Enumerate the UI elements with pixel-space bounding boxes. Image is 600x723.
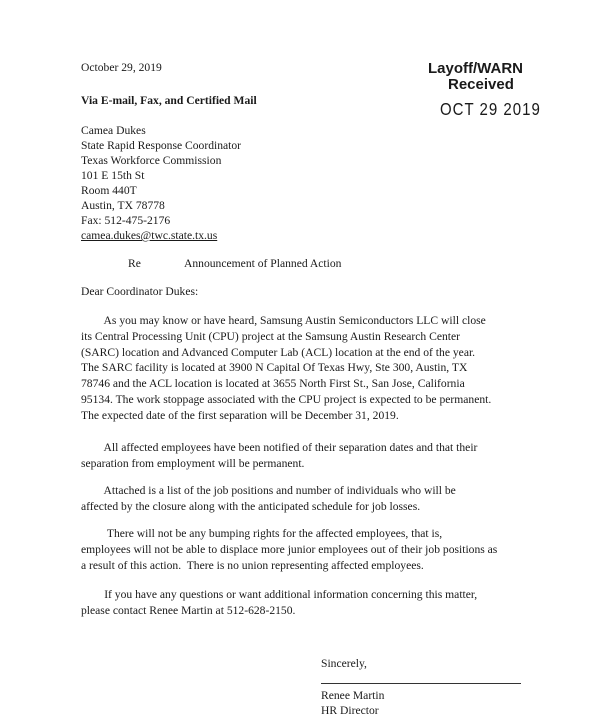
recipient-room: Room 440T [81, 184, 137, 197]
received-stamp-date: OCT 29 2019 [440, 100, 541, 120]
paragraph-line: please contact Renee Martin at 512-628-2150. [81, 603, 296, 617]
paragraph-contact [81, 587, 549, 619]
signature-line [321, 683, 521, 684]
paragraph-line: As you may know or have heard, Samsung Austin Semiconductors LLC will close [81, 314, 486, 327]
received-stamp-status: Received [448, 76, 514, 93]
paragraph-line: employees will not be able to displace more junior employees out of their job positions as [81, 542, 498, 556]
received-stamp-title: Layoff/WARN [428, 60, 523, 77]
paragraph-line: The SARC facility is located at 3900 N Capital Of Texas Hwy, Ste 300, Austin, TX [81, 361, 468, 375]
recipient-street: 101 E 15th St [81, 169, 145, 182]
paragraph-line: its Central Processing Unit (CPU) project at the Samsung Austin Research Center [81, 329, 460, 343]
paragraph-employee-notification [81, 440, 549, 472]
paragraph-line: (SARC) location and Advanced Computer Lab (ACL) location at the end of the year. [81, 345, 476, 359]
paragraph-bumping-rights [81, 526, 549, 573]
paragraph-line: Attached is a list of the job positions and number of individuals who will be [81, 484, 456, 497]
paragraph-line: If you have any questions or want additional information concerning this matter, [81, 588, 478, 601]
salutation: Dear Coordinator Dukes: [81, 285, 199, 298]
recipient-city-state-zip: Austin, TX 78778 [81, 199, 165, 212]
recipient-email-link[interactable]: camea.dukes@twc.state.tx.us [81, 229, 218, 242]
closing: Sincerely, [321, 657, 367, 670]
paragraph-line: There will not be any bumping rights for the affected employees, that is, [81, 527, 443, 540]
recipient-address-block [81, 123, 241, 243]
paragraph-line: The expected date of the first separation will be December 31, 2019. [81, 408, 399, 422]
paragraph-line: All affected employees have been notified of their separation dates and that their [81, 441, 478, 454]
paragraph-line: affected by the closure along with the anticipated schedule for job losses. [81, 499, 421, 513]
signer-title: HR Director [321, 704, 379, 717]
delivery-method: Via E-mail, Fax, and Certified Mail [81, 94, 257, 107]
paragraph-closure-announcement [81, 313, 549, 424]
recipient-title: State Rapid Response Coordinator [81, 139, 242, 152]
recipient-name: Camea Dukes [81, 124, 146, 137]
re-subject: Announcement of Planned Action [184, 257, 342, 270]
paragraph-line: separation from employment will be permanent. [81, 456, 305, 470]
paragraph-line: 95134. The work stoppage associated with the CPU project is expected to be permanent. [81, 392, 492, 406]
paragraph-line: 78746 and the ACL location is located at 3655 North First St., San Jose, California [81, 377, 465, 391]
paragraph-line: a result of this action. There is no union representing affected employees. [81, 558, 424, 572]
recipient-organization: Texas Workforce Commission [81, 154, 222, 167]
recipient-fax: Fax: 512-475-2176 [81, 214, 171, 227]
paragraph-attached-list [81, 483, 549, 515]
re-label: Re [128, 257, 141, 270]
letter-date: October 29, 2019 [81, 61, 162, 74]
signer-name: Renee Martin [321, 689, 385, 702]
